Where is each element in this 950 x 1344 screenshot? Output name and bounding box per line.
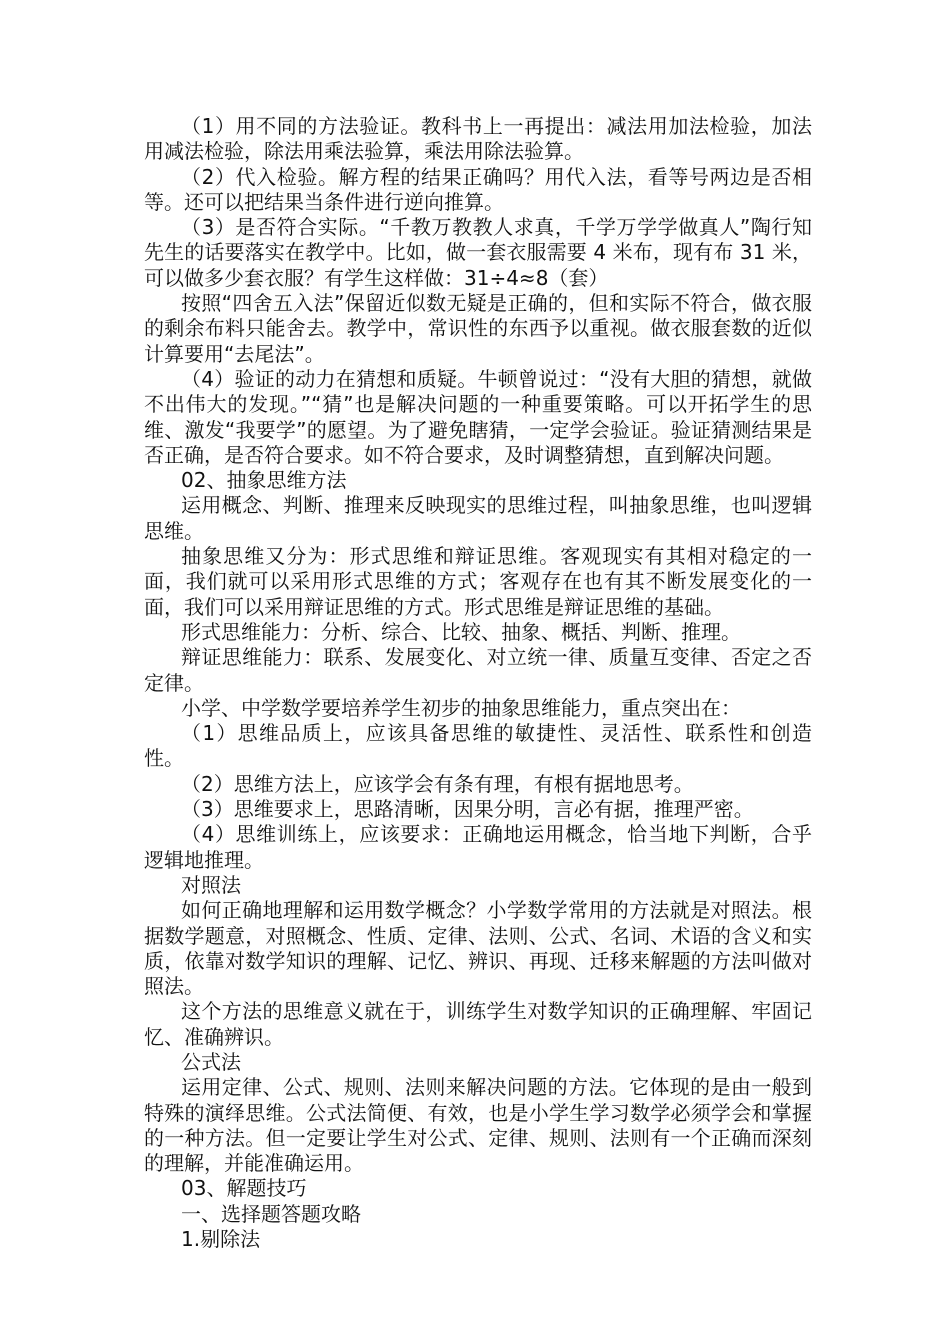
subheading-elimination-method: 1.剔除法 xyxy=(181,1227,261,1252)
list-item-thinking-quality: （1）思维品质上，应该具备思维的敏捷性、灵活性、联系性和创造性。 xyxy=(144,721,812,771)
paragraph-practical-check: （3）是否符合实际。“千教万教教人求真，千学万学学做真人”陶行知先生的话要落实在教学中。比如，做一套衣服需要 4 米布，现有布 31 米，可以做多少套衣服？有学生这样做：31÷4≈8（套） xyxy=(144,215,812,290)
list-item-thinking-requirement: （3）思维要求上，思路清晰，因果分明，言必有据，推理严密。 xyxy=(181,797,754,822)
section-heading-problem-solving-tips: 03、解题技巧 xyxy=(181,1176,307,1201)
section-heading-abstract-thinking: 02、抽象思维方法 xyxy=(181,468,347,493)
subheading-formula-method: 公式法 xyxy=(181,1049,241,1074)
paragraph-comparison-method: 如何正确地理解和运用数学概念？小学数学常用的方法就是对照法。根据数学题意，对照概念、性质、定律、法则、公式、名词、术语的含义和实质，依靠对数学知识的理解、记忆、辨识、再现、迁移来解题的方法叫做对照法。 xyxy=(144,898,812,999)
paragraph-abstract-definition: 运用概念、判断、推理来反映现实的思维过程，叫抽象思维，也叫逻辑思维。 xyxy=(144,493,812,543)
paragraph-formal-dialectical: 抽象思维又分为：形式思维和辩证思维。客观现实有其相对稳定的一面，我们就可以采用形式思维的方式；客观存在也有其不断发展变化的一面，我们可以采用辩证思维的方式。形式思维是辩证思维的基础。 xyxy=(144,544,812,619)
paragraph-rounding: 按照“四舍五入法”保留近似数无疑是正确的，但和实际不符合，做衣服的剩余布料只能舍去。教学中，常识性的东西予以重视。做衣服套数的近似计算要用“去尾法”。 xyxy=(144,291,812,366)
list-item-thinking-method: （2）思维方法上，应该学会有条有理，有根有据地思考。 xyxy=(181,771,694,796)
paragraph-substitution-check: （2）代入检验。解方程的结果正确吗？用代入法，看等号两边是否相等。还可以把结果当条件进行逆向推算。 xyxy=(144,164,812,214)
subheading-multiple-choice: 一、选择题答题攻略 xyxy=(181,1201,361,1226)
paragraph-guess-and-verify: （4）验证的动力在猜想和质疑。牛顿曾说过：“没有大胆的猜想，就做不出伟大的发现。”“猜”也是解决问题的一种重要策略。可以开拓学生的思维、激发“我要学”的愿望。为了避免瞎猜，一定学会验证。验证猜测结果是否正确，是否符合要求。如不符合要求，及时调整猜想，直到解决问题。 xyxy=(144,366,812,467)
subheading-comparison-method: 对照法 xyxy=(181,872,241,897)
paragraph-formula-method: 运用定律、公式、规则、法则来解决问题的方法。它体现的是由一般到特殊的演绎思维。公式法简便、有效，也是小学生学习数学必须学会和掌握的一种方法。但一定要让学生对公式、定律、规则、法则有一个正确而深刻的理解，并能准确运用。 xyxy=(144,1075,812,1176)
paragraph-dialectical-abilities: 辩证思维能力：联系、发展变化、对立统一律、质量互变律、否定之否定律。 xyxy=(144,645,812,695)
paragraph-focus-points: 小学、中学数学要培养学生初步的抽象思维能力，重点突出在： xyxy=(181,695,741,720)
paragraph-formal-abilities: 形式思维能力：分析、综合、比较、抽象、概括、判断、推理。 xyxy=(181,619,741,644)
paragraph-verify-methods: （1）用不同的方法验证。教科书上一再提出：减法用加法检验，加法用减法检验，除法用乘法验算，乘法用除法验算。 xyxy=(144,114,812,164)
list-item-thinking-training: （4）思维训练上，应该要求：正确地运用概念，恰当地下判断，合乎逻辑地推理。 xyxy=(144,822,812,872)
document-page xyxy=(144,114,812,1252)
paragraph-comparison-meaning: 这个方法的思维意义就在于，训练学生对数学知识的正确理解、牢固记忆、准确辨识。 xyxy=(144,999,812,1049)
